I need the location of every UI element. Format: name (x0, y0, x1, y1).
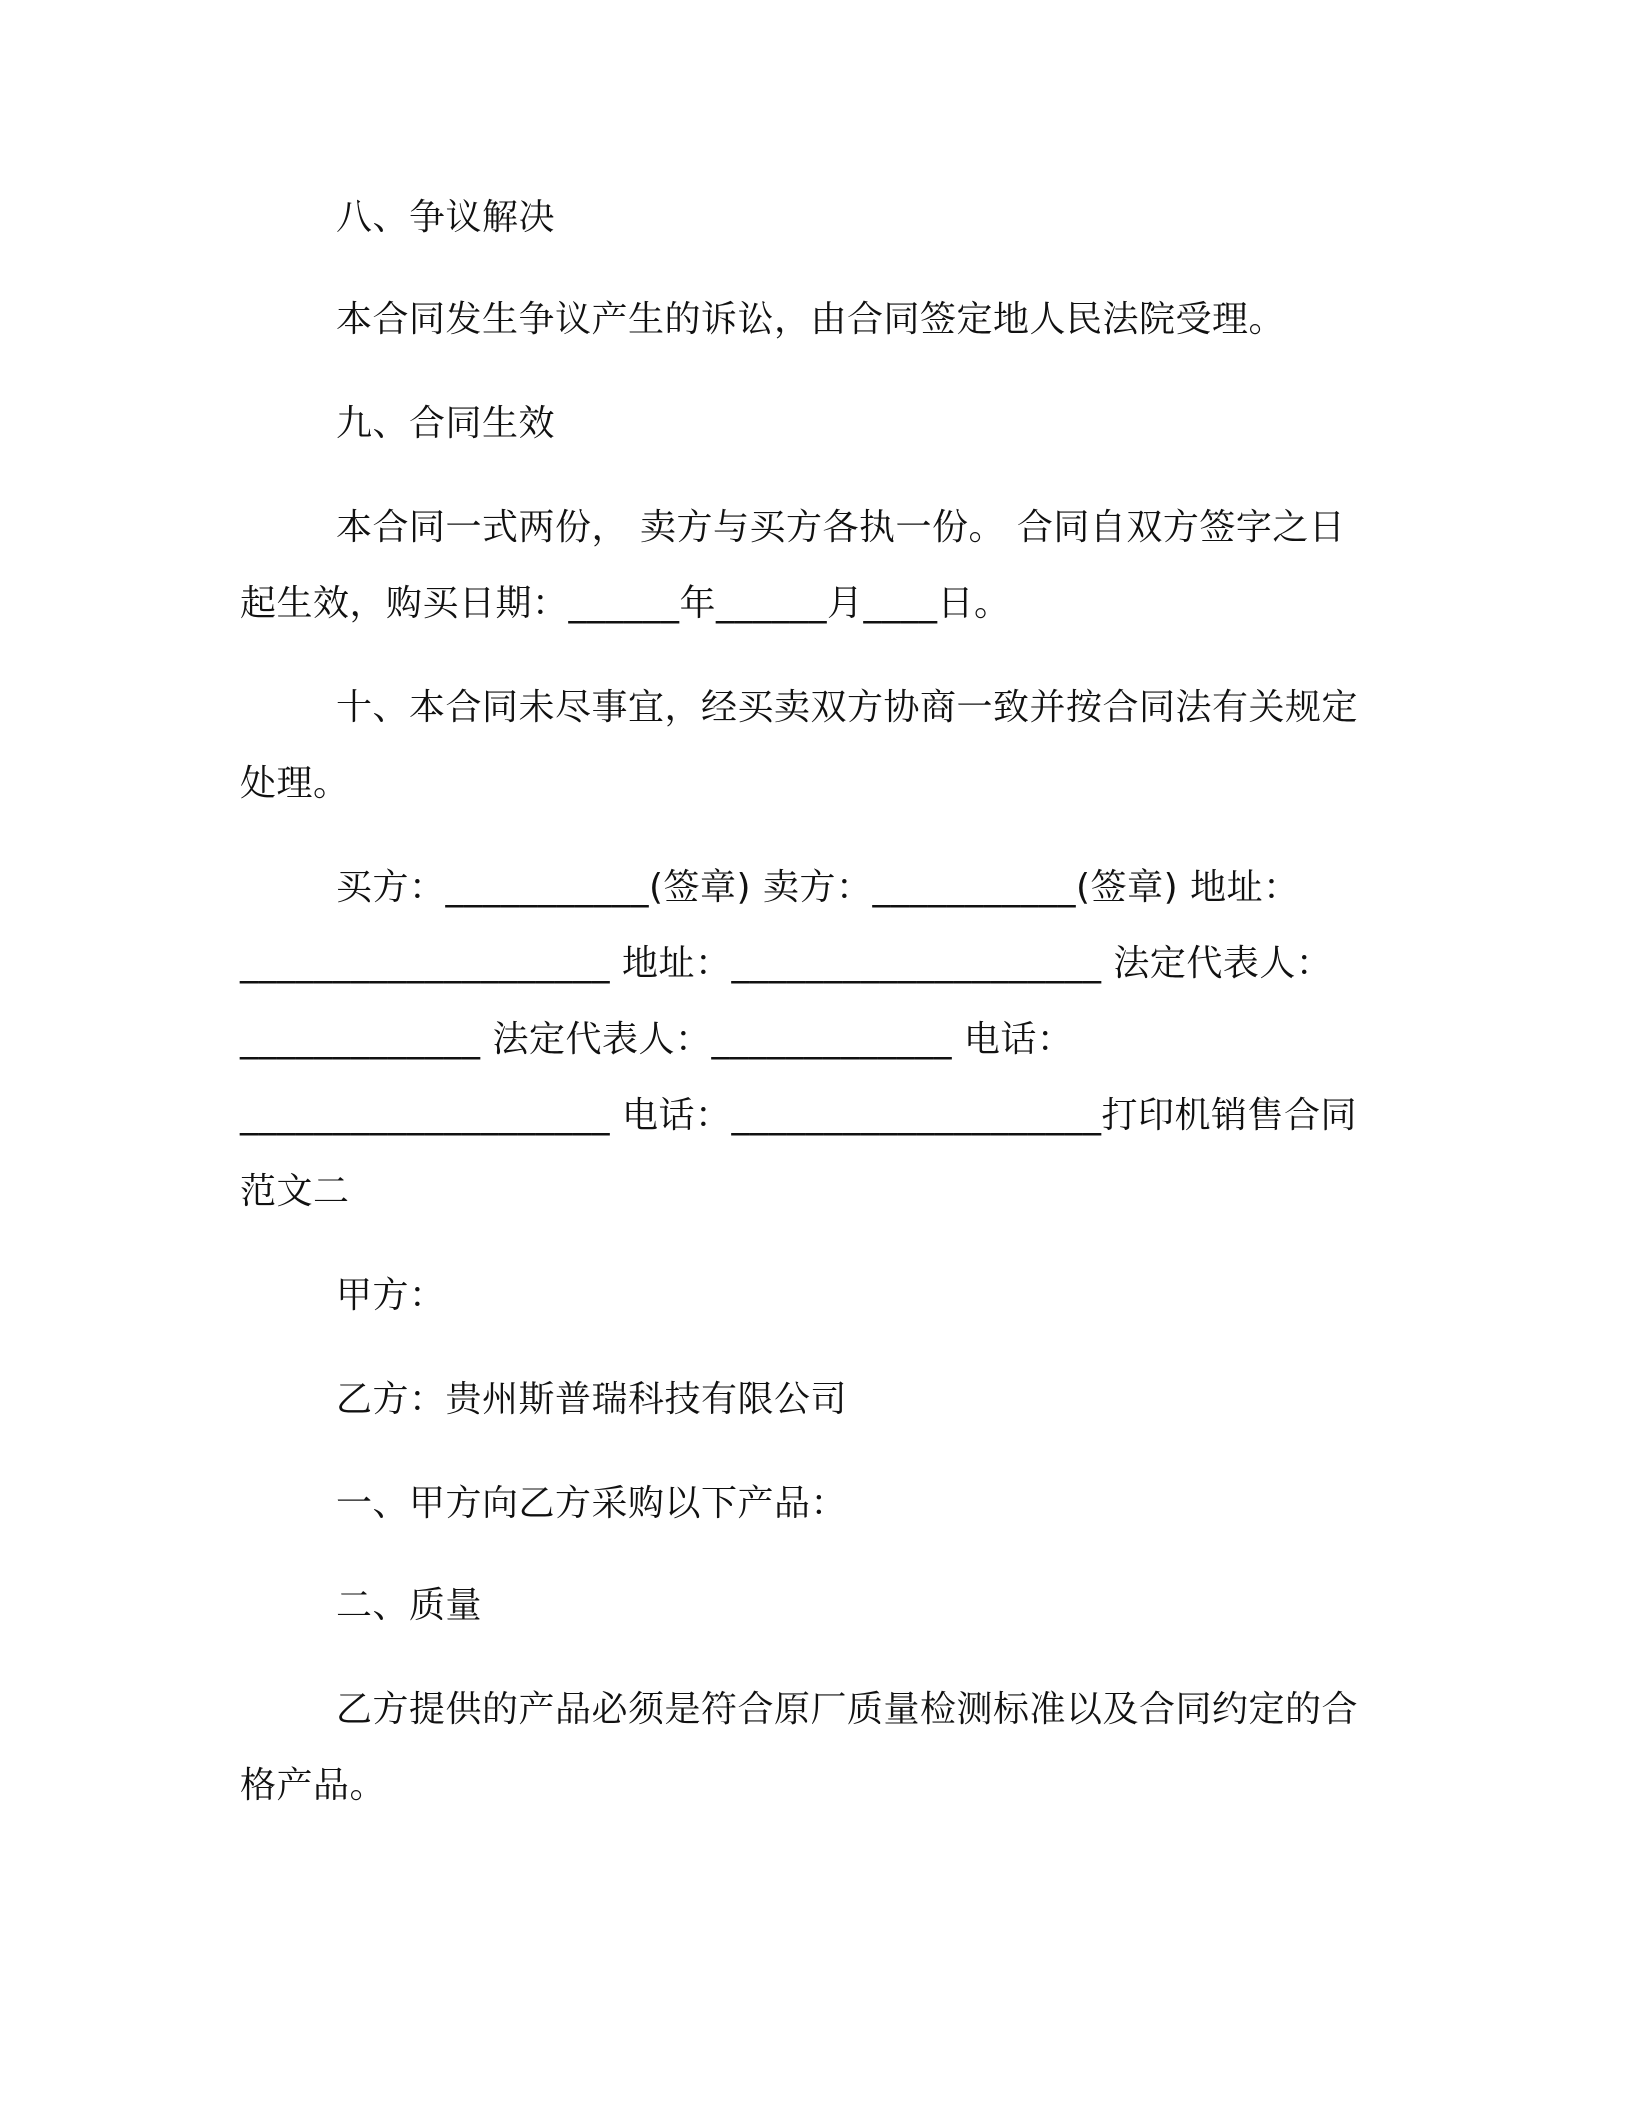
section-9-text-line-1: 本合同一式两份， 卖方与买方各执一份。 合同自双方签字之日 (336, 507, 1346, 548)
section-9-text-line-2: 起生效，购买日期：______年______月____日。 (240, 583, 1011, 624)
clause-2-text-line-1: 乙方提供的产品必须是符合原厂质量检测标准以及合同约定的合 (336, 1689, 1359, 1730)
clause-2-heading: 二、质量 (336, 1585, 483, 1626)
document-title-line: 范文二 (240, 1171, 350, 1212)
signature-line-3: _____________ 法定代表人：_____________ 电话： (240, 1019, 1074, 1060)
signature-line-1: 买方：___________(签章) 卖方：___________(签章) 地址： (336, 867, 1300, 908)
party-a-line: 甲方： (336, 1275, 446, 1316)
clause-2-text-line-2: 格产品。 (240, 1765, 387, 1806)
party-b-line: 乙方：贵州斯普瑞科技有限公司 (336, 1379, 848, 1420)
section-10-line-1: 十、本合同未尽事宜，经买卖双方协商一致并按合同法有关规定 (336, 687, 1359, 728)
signature-line-4: ____________________ 电话：____________________打印机销售合同 (240, 1095, 1357, 1136)
section-8-heading: 八、争议解决 (336, 197, 556, 238)
clause-1-heading: 一、甲方向乙方采购以下产品： (336, 1483, 848, 1524)
section-9-heading: 九、合同生效 (336, 403, 556, 444)
section-8-text: 本合同发生争议产生的诉讼，由合同签定地人民法院受理。 (336, 299, 1286, 340)
signature-line-2: ____________________ 地址：____________________ 法定代表人： (240, 943, 1333, 984)
section-10-line-2: 处理。 (240, 763, 350, 804)
